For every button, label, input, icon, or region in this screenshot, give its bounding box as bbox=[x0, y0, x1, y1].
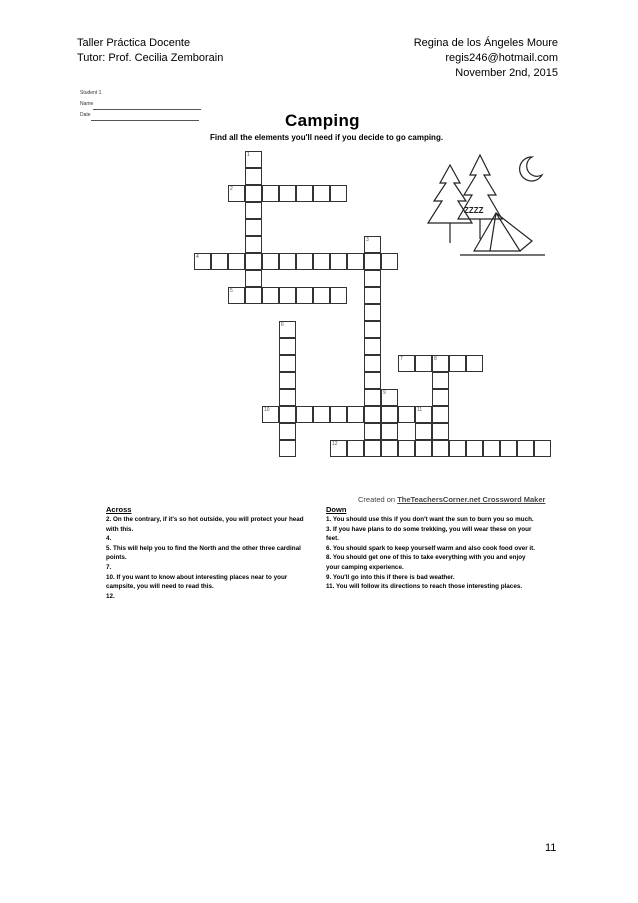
author-name: Regina de los Ángeles Moure bbox=[413, 37, 558, 49]
clue-number: 5 bbox=[230, 288, 233, 294]
crossword-cell[interactable] bbox=[279, 389, 296, 406]
clue-number: 8 bbox=[434, 356, 437, 362]
camping-scene-illustration bbox=[420, 143, 556, 263]
crossword-cell[interactable] bbox=[449, 355, 466, 372]
crossword-cell[interactable] bbox=[432, 440, 449, 457]
down-clue: 9. You'll go into this if there is bad weather. bbox=[326, 573, 455, 581]
crossword-cell[interactable] bbox=[330, 287, 347, 304]
crossword-cell[interactable] bbox=[245, 185, 262, 202]
crossword-cell[interactable] bbox=[364, 253, 381, 270]
clue-number: 2 bbox=[230, 186, 233, 192]
crossword-cell[interactable] bbox=[466, 355, 483, 372]
crossword-cell[interactable] bbox=[432, 372, 449, 389]
crossword-cell[interactable] bbox=[313, 253, 330, 270]
crossword-cell[interactable] bbox=[279, 287, 296, 304]
crossword-cell[interactable] bbox=[228, 253, 245, 270]
down-clue: 3. If you have plans to do some trekking, you will wear these on your feet. bbox=[326, 525, 532, 543]
crossword-cell[interactable] bbox=[347, 406, 364, 423]
crossword-cell[interactable] bbox=[245, 287, 262, 304]
crossword-cell[interactable] bbox=[296, 185, 313, 202]
crossword-cell[interactable] bbox=[534, 440, 551, 457]
crossword-cell[interactable] bbox=[330, 253, 347, 270]
crossword-cell[interactable] bbox=[398, 440, 415, 457]
course-name: Taller Práctica Docente bbox=[77, 37, 191, 49]
crossword-cell[interactable] bbox=[381, 253, 398, 270]
crossword-cell[interactable] bbox=[330, 185, 347, 202]
crossword-cell[interactable] bbox=[296, 287, 313, 304]
clue-number: 1 bbox=[247, 152, 250, 158]
across-clue: 10. If you want to know about interesting places near to your campsite, you will need to read this. bbox=[106, 573, 288, 591]
crossword-cell[interactable] bbox=[279, 185, 296, 202]
across-clue: 7. bbox=[106, 563, 112, 571]
crossword-cell[interactable] bbox=[517, 440, 534, 457]
crossword-cell[interactable] bbox=[262, 185, 279, 202]
crossword-cell[interactable] bbox=[330, 406, 347, 423]
date-field: Date bbox=[80, 110, 201, 121]
crossword-cell[interactable] bbox=[347, 253, 364, 270]
student-label: Student 1 bbox=[80, 90, 102, 96]
crossword-cell[interactable] bbox=[262, 253, 279, 270]
clue-number: 9 bbox=[383, 390, 386, 396]
crossword-cell[interactable] bbox=[262, 287, 279, 304]
crossword-cell[interactable] bbox=[381, 423, 398, 440]
down-clue: 1. You should use this if you don't want the sun to burn you so much. bbox=[326, 516, 534, 523]
tutor-name: Tutor: Prof. Cecilia Zemborain bbox=[77, 52, 224, 64]
across-title: Across bbox=[106, 505, 132, 514]
crossword-cell[interactable] bbox=[279, 440, 296, 457]
crossword-cell[interactable] bbox=[245, 253, 262, 270]
credit-link: TheTeachersCorner.net Crossword Maker bbox=[397, 495, 546, 504]
crossword-cell[interactable] bbox=[296, 253, 313, 270]
worksheet-title: Camping bbox=[285, 111, 360, 130]
crossword-cell[interactable] bbox=[313, 406, 330, 423]
crossword-cell[interactable] bbox=[279, 372, 296, 389]
crossword-cell[interactable] bbox=[211, 253, 228, 270]
crossword-cell[interactable] bbox=[432, 406, 449, 423]
clue-number: 4 bbox=[196, 254, 199, 260]
crossword-cell[interactable] bbox=[364, 355, 381, 372]
crossword-cell[interactable] bbox=[364, 440, 381, 457]
crossword-cell[interactable] bbox=[245, 236, 262, 253]
crossword-cell[interactable] bbox=[279, 423, 296, 440]
crossword-cell[interactable] bbox=[466, 440, 483, 457]
crossword-cell[interactable] bbox=[432, 389, 449, 406]
crossword-cell[interactable] bbox=[347, 440, 364, 457]
down-title: Down bbox=[326, 505, 347, 514]
crossword-cell[interactable] bbox=[279, 355, 296, 372]
crossword-cell[interactable] bbox=[245, 270, 262, 287]
crossword-cell[interactable] bbox=[415, 355, 432, 372]
created-credit: Created on TheTeachersCorner.net Crossword Maker bbox=[358, 495, 546, 504]
crossword-cell[interactable] bbox=[245, 168, 262, 185]
author-email: regis246@hotmail.com bbox=[445, 52, 558, 64]
crossword-cell[interactable] bbox=[364, 287, 381, 304]
header-right bbox=[414, 36, 558, 81]
across-clue: 5. This will help you to find the North and the other three cardinal points. bbox=[106, 544, 301, 562]
crossword-cell[interactable] bbox=[279, 338, 296, 355]
clue-number: 11 bbox=[417, 407, 423, 413]
snore-text: ZZZZ bbox=[464, 206, 484, 215]
across-clue: 4. bbox=[106, 535, 112, 543]
down-clue: 6. You should spark to keep yourself warm and also cook food over it. bbox=[326, 544, 536, 552]
crossword-cell[interactable] bbox=[364, 321, 381, 338]
clue-number: 7 bbox=[400, 356, 403, 362]
crossword-cell[interactable] bbox=[245, 219, 262, 236]
crossword-cell[interactable] bbox=[364, 389, 381, 406]
crossword-cell[interactable] bbox=[415, 440, 432, 457]
crossword-cell[interactable] bbox=[398, 406, 415, 423]
crossword-cell[interactable] bbox=[449, 440, 466, 457]
crossword-cell[interactable] bbox=[381, 406, 398, 423]
crossword-cell[interactable] bbox=[364, 270, 381, 287]
crossword-cell[interactable] bbox=[313, 185, 330, 202]
crossword-cell[interactable] bbox=[381, 440, 398, 457]
down-clues bbox=[326, 505, 540, 592]
clue-number: 3 bbox=[366, 237, 369, 243]
crossword-cell[interactable] bbox=[364, 406, 381, 423]
crossword-cell[interactable] bbox=[279, 253, 296, 270]
across-clues bbox=[106, 505, 314, 601]
crossword-cell[interactable] bbox=[279, 406, 296, 423]
crossword-cell[interactable] bbox=[483, 440, 500, 457]
clue-number: 6 bbox=[281, 322, 284, 328]
crossword-worksheet bbox=[80, 88, 560, 618]
crossword-cell[interactable] bbox=[364, 338, 381, 355]
crossword-cell[interactable] bbox=[364, 304, 381, 321]
crossword-cell[interactable] bbox=[432, 423, 449, 440]
crossword-cell[interactable] bbox=[364, 372, 381, 389]
across-clue: 12. bbox=[106, 592, 115, 600]
name-field: Name bbox=[80, 99, 201, 110]
worksheet-subtitle: Find all the elements you'll need if you decide to go camping. bbox=[210, 133, 444, 142]
crossword-cell[interactable] bbox=[296, 406, 313, 423]
crossword-cell[interactable] bbox=[500, 440, 517, 457]
crossword-cell[interactable] bbox=[313, 287, 330, 304]
page-number: 11 bbox=[545, 842, 557, 854]
crossword-cell[interactable] bbox=[415, 423, 432, 440]
across-clue: 2. On the contrary, if it's so hot outside, you will protect your head with this. bbox=[106, 516, 304, 533]
crossword-cell[interactable] bbox=[245, 202, 262, 219]
clue-number: 10 bbox=[264, 407, 270, 413]
down-clue: 11. You will follow its directions to reach those interesting places. bbox=[326, 583, 523, 591]
clue-number: 12 bbox=[332, 441, 338, 447]
document-date: November 2nd, 2015 bbox=[455, 67, 558, 79]
crossword-cell[interactable] bbox=[364, 423, 381, 440]
header-left bbox=[77, 36, 223, 66]
down-clue: 8. You should get one of this to take everything with you and enjoy your camping experience. bbox=[326, 554, 526, 571]
